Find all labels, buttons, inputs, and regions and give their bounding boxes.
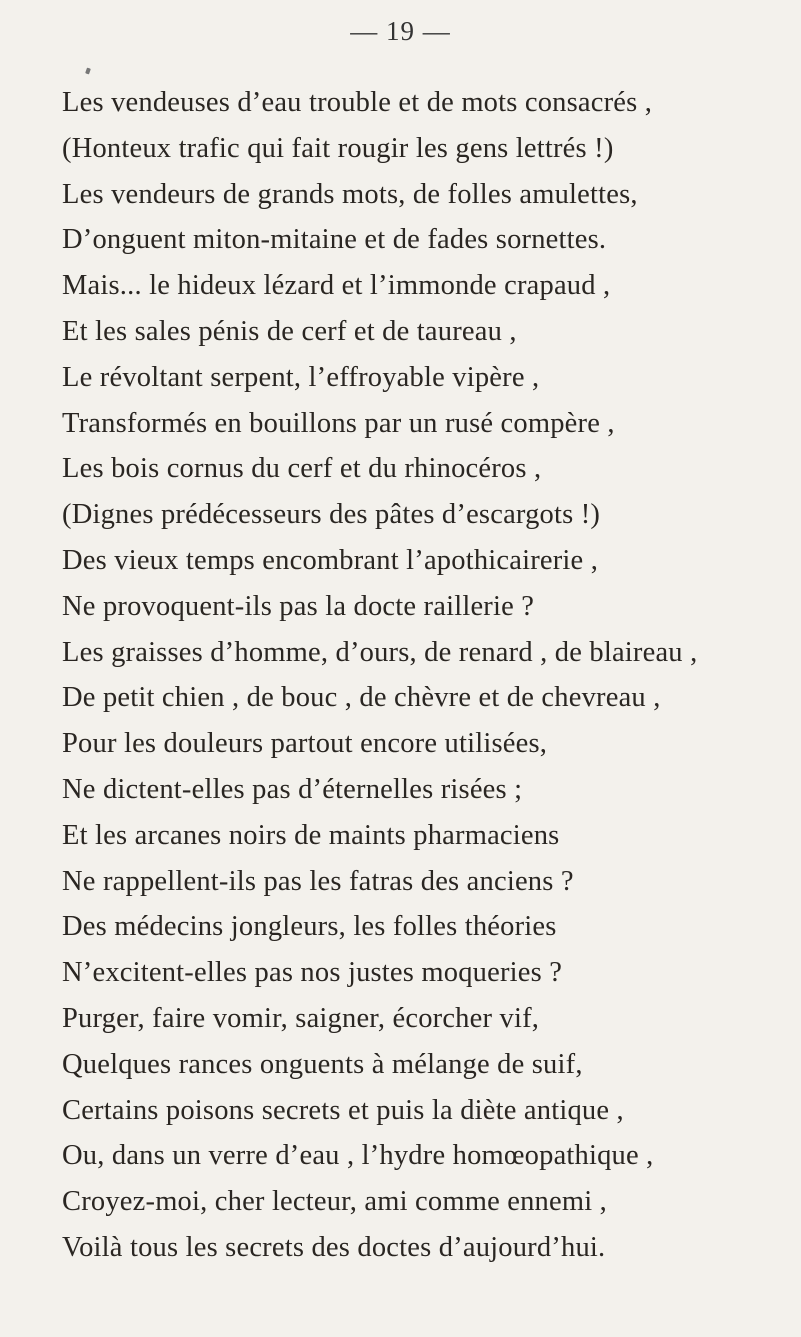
page-number: — 19 — <box>350 16 451 46</box>
verse-line: Ne provoquent-ils pas la docte raillerie ? <box>62 590 535 622</box>
verse-line: Ne rappellent-ils pas les fatras des anciens ? <box>62 865 574 897</box>
verse-line: Transformés en bouillons par un rusé compère , <box>62 407 615 439</box>
poem-body <box>62 80 797 1271</box>
verse-line: Quelques rances onguents à mélange de suif, <box>62 1048 583 1080</box>
verse-line: Pour les douleurs partout encore utilisées, <box>62 728 548 760</box>
verse-line: Ne dictent-elles pas d’éternelles risées ; <box>62 773 523 805</box>
verse-line: (Honteux trafic qui fait rougir les gens lettrés !) <box>62 132 614 164</box>
print-mark <box>85 67 91 74</box>
verse-line: Ou, dans un verre d’eau , l’hydre homœopathique , <box>62 1140 654 1172</box>
verse-line: De petit chien , de bouc , de chèvre et de chevreau , <box>62 682 661 714</box>
verse-line: Certains poisons secrets et puis la diète antique , <box>62 1094 624 1126</box>
verse-line: Les vendeuses d’eau trouble et de mots consacrés , <box>62 87 653 118</box>
verse-line: Mais... le hideux lézard et l’immonde crapaud , <box>62 270 611 302</box>
verse-line: Les graisses d’homme, d’ours, de renard , de blaireau , <box>62 636 698 668</box>
verse-line: Des vieux temps encombrant l’apothicairerie , <box>62 544 599 576</box>
verse-line: Purger, faire vomir, saigner, écorcher vif, <box>62 1002 540 1034</box>
verse-line: Et les sales pénis de cerf et de taureau , <box>62 315 517 347</box>
verse-line: Croyez-moi, cher lecteur, ami comme ennemi , <box>62 1186 607 1218</box>
verse-line: Le révoltant serpent, l’effroyable vipère , <box>62 361 540 393</box>
verse-line: Les bois cornus du cerf et du rhinocéros , <box>62 453 542 485</box>
verse-line: D’onguent miton-mitaine et de fades sornettes. <box>62 224 607 256</box>
verse-line: Des médecins jongleurs, les folles théories <box>62 911 557 943</box>
verse-line: N’excitent-elles pas nos justes moqueries ? <box>62 957 563 989</box>
verse-line: (Dignes prédécesseurs des pâtes d’escargots !) <box>62 499 601 531</box>
verse-line: Voilà tous les secrets des doctes d’aujourd’hui. <box>62 1231 606 1263</box>
verse-line: Les vendeurs de grands mots, de folles amulettes, <box>62 178 638 210</box>
verse-line: Et les arcanes noirs de maints pharmaciens <box>62 819 560 851</box>
